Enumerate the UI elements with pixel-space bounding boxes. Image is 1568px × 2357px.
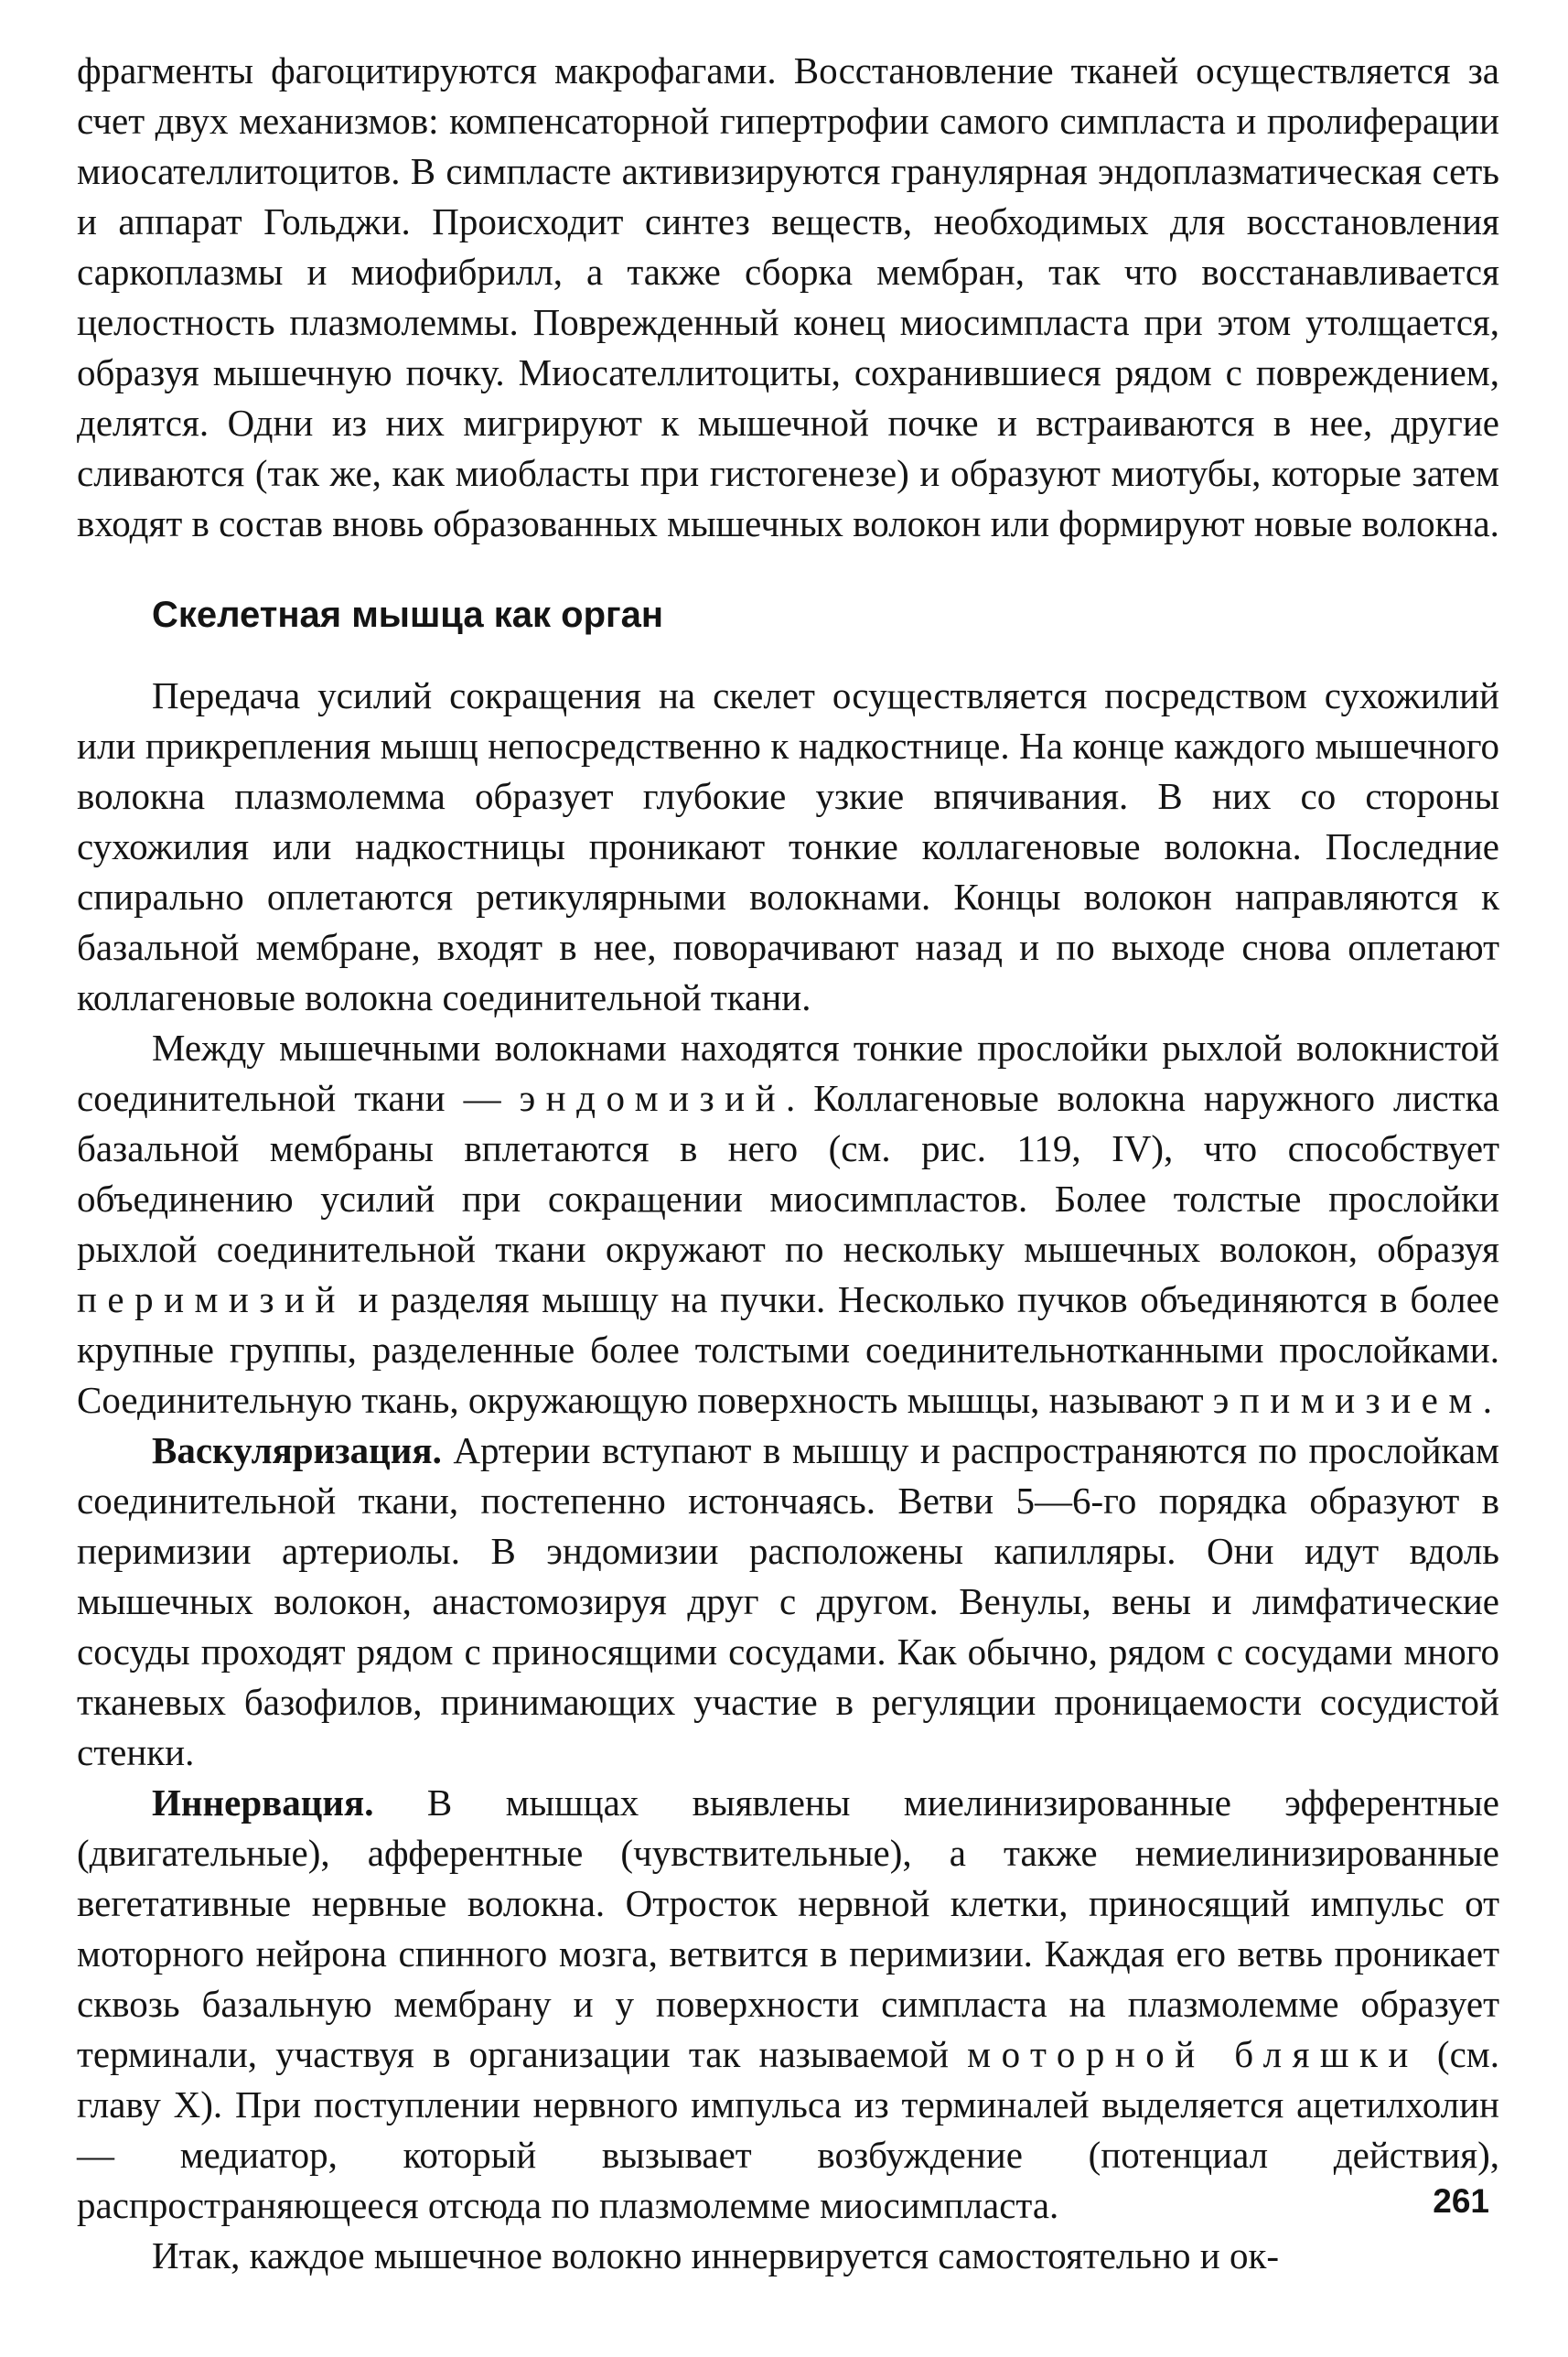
text-column <box>77 46 1499 2281</box>
paragraph-text: . <box>1482 1379 1492 1421</box>
paragraph-text: Между мышечными волокнами находятся тонкие прослойки рыхлой волокнистой соединительной ткани — <box>77 1027 1499 1119</box>
paragraph-connective-sheaths <box>77 1023 1499 1426</box>
runin-heading-innervation: Иннервация. <box>152 1781 374 1824</box>
term-endomysium: эндомизий <box>519 1077 787 1119</box>
paragraph-text: и разделяя мышцу на пучки. Несколько пучков объединяются в более крупные группы, разделенные более толстыми соединительнотканными прослойками. Соединительную ткань, окружающую поверхность мышцы, называют <box>77 1278 1499 1421</box>
page-number: 261 <box>1433 2182 1489 2220</box>
intro-paragraph: фрагменты фагоцитируются макрофагами. Восстановление тканей осуществляется за счет двух механизмов: компенсаторной гипертрофии самого симпласта и пролиферации миосателлитоцитов. В симпласте активизируются гранулярная эндоплазматическая сеть и аппарат Гольджи. Происходит синтез веществ, необходимых для восстановления саркоплазмы и миофибрилл, а также сборка мембран, так что восстанавливается целостность плазмолеммы. Поврежденный конец миосимпласта при этом утолщается, образуя мышечную почку. Миосателлитоциты, сохранившиеся рядом с повреждением, делятся. Одни из них мигрируют к мышечной почке и встраиваются в нее, другие сливаются (так же, как миобласты при гистогенезе) и образуют миотубы, которые затем входят в состав вновь образованных мышечных волокон или формируют новые волокна. <box>77 49 1499 544</box>
paragraph-text: Артерии вступают в мышцу и распространяются по прослойкам соединительной ткани, постепенно истончаясь. Ветви 5—6-го порядка образуют в перимизии артериолы. В эндомизии расположены капилляры. Они идут вдоль мышечных волокон, анастомозируя друг с другом. Венулы, вены и лимфатические сосуды проходят рядом с приносящими сосудами. Как обычно, рядом с сосудами много тканевых базофилов, принимающих участие в регуляции проницаемости сосудистой стенки. <box>77 1429 1499 1773</box>
runin-heading-vascularization: Васкуляризация. <box>152 1429 442 1471</box>
term-epimysium: эпимизием <box>1212 1379 1483 1421</box>
paragraph-text: (см. главу X). При поступлении нервного импульса из терминалей выделяется ацетилхолин — медиатор, который вызывает возбуждение (потенциал действия), распространяющееся отсюда по плазмолемме миосимпласта. <box>77 2033 1499 2226</box>
paragraph-force-transmission: Передача усилий сокращения на скелет осуществляется посредством сухожилий или прикрепления мышц непосредственно к надкостнице. На конце каждого мышечного волокна плазмолемма образует глубокие узкие впячивания. В них со стороны сухожилия или надкостницы проникают тонкие коллагеновые волокна. Последние спирально оплетаются ретикулярными волокнами. Концы волокон направляются к базальной мембране, входят в нее, поворачивают назад и по выходе снова оплетают коллагеновые волокна соединительной ткани. <box>77 674 1499 1018</box>
term-perimysium: перимизий <box>77 1278 346 1320</box>
paragraph-text: В мышцах выявлены миелинизированные эфферентные (двигательные), афферентные (чувствительные), а также немиелинизированные вегетативные нервные волокна. Отросток нервной клетки, приносящий импульс от моторного нейрона спинного мозга, ветвится в перимизии. Каждая его ветвь проникает сквозь базальную мембрану и у поверхности симпласта на плазмолемме образует терминали, участвуя в организации так называемой <box>77 1781 1499 2075</box>
paragraph-text: . Коллагеновые волокна наружного листка базальной мембраны вплетаются в него (см. рис. 119, IV), что способствует объединению усилий при сокращении миосимпластов. Более толстые прослойки рыхлой соединительной ткани окружают по нескольку мышечных волокон, образуя <box>77 1077 1500 1270</box>
section-heading: Скелетная мышца как орган <box>152 595 664 635</box>
term-motor-plaque: моторной бляшки <box>967 2033 1419 2075</box>
paragraph-continued: Итак, каждое мышечное волокно иннервируется самостоятельно и ок- <box>152 2234 1280 2276</box>
paragraph-vascularization <box>77 1426 1499 1778</box>
paragraph-innervation <box>77 1778 1499 2231</box>
